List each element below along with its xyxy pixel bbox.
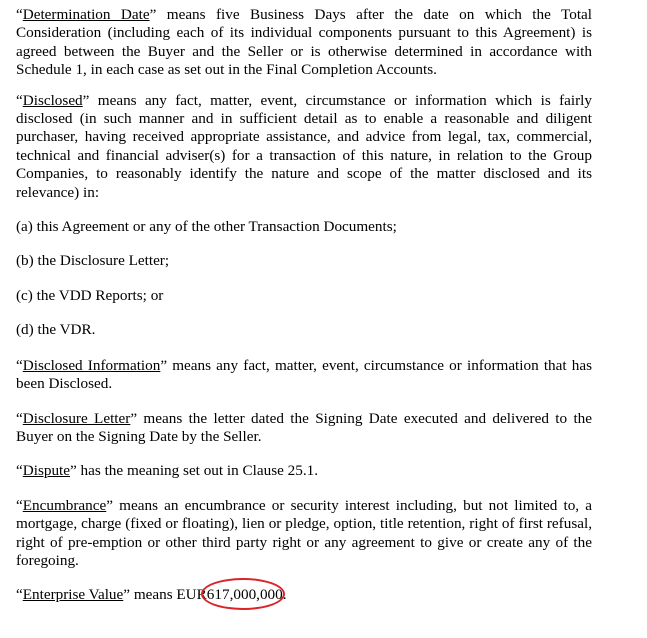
open-quote: “ (16, 91, 23, 109)
definition-enterprise-value (16, 586, 592, 604)
term-determination-date: Determination Date (22, 6, 150, 23)
close-quote: ” (160, 356, 168, 374)
close-quote: ” (123, 586, 131, 604)
definition-disclosure-letter (16, 410, 592, 447)
contract-definitions (16, 6, 592, 605)
definition-text: means an encumbrance or security interest including, but not limited to, a mortgage, charge (fixed or floating), lien or pledge, option, title retention, right of first refusal, right of pre-emption or other third party right or any agreement to give or create any of the foregoing. (16, 496, 592, 569)
red-circle-annotation (201, 578, 285, 610)
list-item-a: (a) this Agreement or any of the other Transaction Documents; (16, 218, 397, 236)
definition-text: means the letter dated the Signing Date executed and delivered to the Buyer on the Signing Date by the Seller. (16, 409, 593, 445)
definition-encumbrance (16, 497, 592, 571)
open-quote: “ (16, 409, 23, 427)
close-quote: ” (106, 496, 113, 514)
term-disclosed-information: Disclosed Information (22, 356, 161, 374)
close-quote: ” (70, 462, 77, 480)
term-disclosure-letter: Disclosure Letter (22, 409, 131, 427)
close-quote: ” (130, 409, 138, 427)
term-enterprise-value: Enterprise Value (22, 586, 124, 604)
definition-disclosed (16, 92, 592, 202)
definition-disclosed-information (16, 357, 592, 394)
definition-text: means EUR (130, 586, 207, 604)
open-quote: “ (16, 356, 23, 374)
definition-dispute (16, 462, 592, 480)
open-quote: “ (16, 6, 23, 23)
sentence-end: . (282, 586, 287, 604)
definition-text: means any fact, matter, event, circumstance or information that has been Disclosed. (16, 356, 592, 393)
close-quote: ” (82, 91, 90, 109)
circled-amount (207, 586, 283, 603)
term-encumbrance: Encumbrance (22, 496, 107, 514)
definition-determination-date (16, 6, 592, 80)
definition-text: means any fact, matter, event, circumstance or information which is fairly disclosed (in such manner and in sufficient detail as to enable a reasonable and diligent purchaser, having received appropriate assistance, and advice from legal, tax, commercial, technical and financial adviser(s) for a transaction of this nature, in relation to the Group Companies, to reasonably identify the nature and scope of the matter disclosed and its relevance) in: (16, 91, 592, 201)
open-quote: “ (16, 586, 23, 604)
enterprise-value-amount: 617,000,000 (206, 586, 283, 604)
definition-text: has the meaning set out in Clause 25.1. (76, 462, 319, 480)
term-disclosed: Disclosed (22, 91, 83, 109)
open-quote: “ (16, 496, 23, 514)
definition-text: means five Business Days after the date on which the Total Consideration (including each of its individual components pursuant to this Agreement) is agreed between the Buyer and the Seller or is otherwise determined in accordance with Schedule 1, in each case as set out in the Final Completion Accounts. (16, 6, 592, 79)
list-item-b: (b) the Disclosure Letter; (16, 252, 170, 270)
term-dispute: Dispute (22, 462, 70, 480)
open-quote: “ (16, 462, 23, 480)
list-item-d: (d) the VDR. (16, 321, 96, 339)
close-quote: ” (149, 6, 157, 23)
list-item-c: (c) the VDD Reports; or (16, 286, 164, 304)
